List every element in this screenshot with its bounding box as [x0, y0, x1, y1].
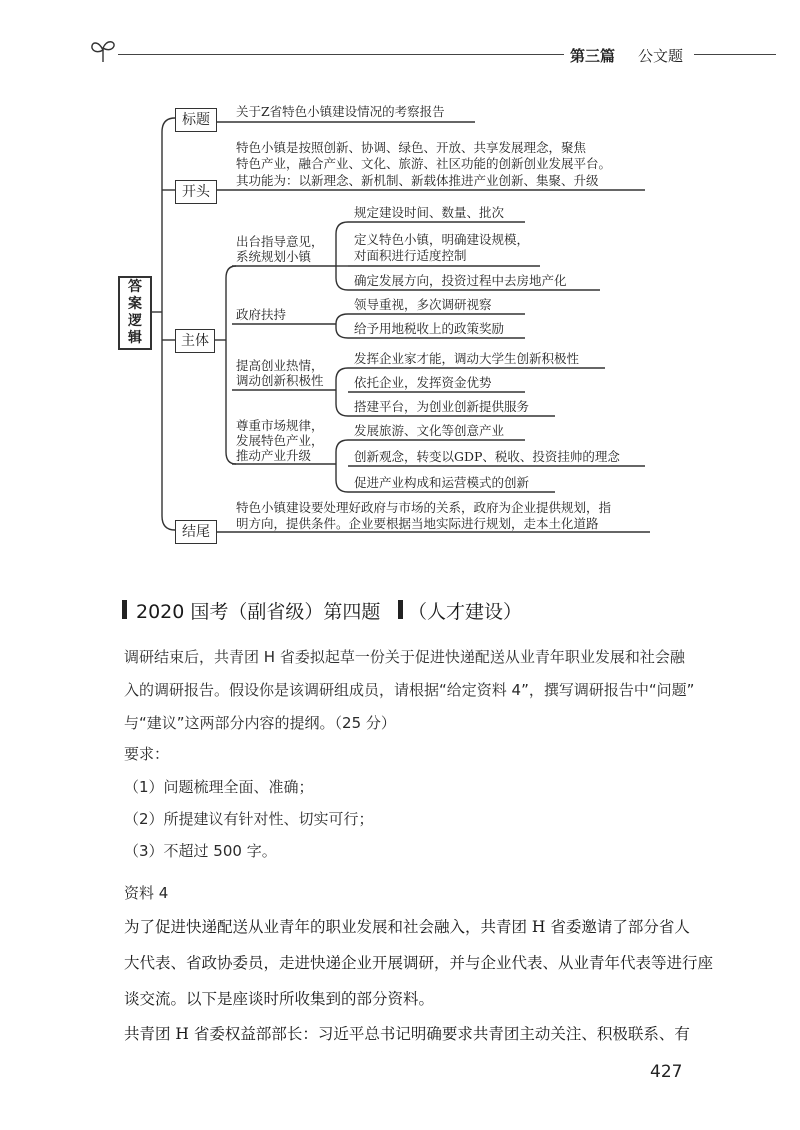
diagram-opening-line: 特色小镇是按照创新、协调、绿色、开放、共享发展理念，聚焦: [236, 140, 587, 155]
material-line: 为了促进快递配送从业青年的职业发展和社会融入，共青团 H 省委邀请了部分省人: [124, 918, 690, 936]
requirement-item: （1）问题梳理全面、准确；: [124, 778, 314, 796]
diagram-opening-line: 特色产业，融合产业、文化、旅游、社区功能的创新创业发展平台。: [236, 156, 612, 171]
branch-4-label: 推动产业升级: [236, 448, 312, 463]
branch-4-label: 发展特色产业，: [236, 433, 324, 448]
heading-bar-left: [122, 600, 127, 619]
leaf-item: 对面积进行适度控制: [354, 248, 467, 263]
question-line: 入的调研报告。假设你是该调研组成员，请根据“给定资料 4”，撰写调研报告中“问题”: [124, 681, 695, 699]
leaf-item: 搭建平台，为创业创新提供服务: [354, 399, 530, 414]
material-label: 资料 4: [124, 884, 169, 902]
header-title: 公文题: [638, 47, 684, 65]
leaf-item: 创新观念，转变以GDP、税收、投资挂帅的理念: [354, 449, 620, 464]
leaf-item: 规定建设时间、数量、批次: [354, 205, 505, 220]
leaf-item: 发展旅游、文化等创意产业: [354, 423, 505, 438]
branch-1-label: 出台指导意见，: [236, 234, 324, 249]
branch-3-label: 提高创业热情，: [236, 358, 324, 373]
question-subheading: （人才建设）: [408, 601, 523, 623]
diagram-ending-line: 特色小镇建设要处理好政府与市场的关系，政府为企业提供规划，指: [236, 500, 612, 515]
leaf-item: 确定发展方向，投资过程中去房地产化: [354, 273, 567, 288]
diagram-main-box: 主体: [175, 329, 215, 353]
material-line: 大代表、省政协委员，走进快递企业开展调研，并与企业代表、从业青年代表等进行座: [124, 954, 714, 972]
heading-bar-right: [398, 600, 403, 619]
branch-4-label: 尊重市场规律，: [236, 418, 324, 433]
leaf-item: 发挥企业家才能，调动大学生创新积极性: [354, 351, 580, 366]
requirements-label: 要求：: [124, 745, 170, 763]
page-number: 427: [650, 1062, 683, 1082]
branch-2-label: 政府扶持: [236, 307, 287, 322]
branch-3-label: 调动创新积极性: [236, 373, 324, 388]
diagram-opening-box: 开头: [175, 180, 217, 204]
diagram-root: [118, 276, 152, 350]
diagram-ending-line: 明方向，提供条件。企业要根据当地实际进行规划，走本土化道路: [236, 516, 599, 531]
question-line: 与“建议”这两部分内容的提纲。（25 分）: [124, 714, 396, 732]
requirement-item: （3）不超过 500 字。: [124, 842, 277, 860]
diagram-title-box: 标题: [175, 108, 217, 132]
diagram-ending-box: 结尾: [175, 520, 217, 544]
question-line: 调研结束后，共青团 H 省委拟起草一份关于促进快递配送从业青年职业发展和社会融: [124, 648, 685, 666]
material-line: 谈交流。以下是座谈时所收集到的部分资料。: [124, 990, 435, 1008]
diagram-root-label: 答案逻辑: [128, 279, 142, 346]
header-section: 第三篇: [570, 47, 616, 65]
branch-1-label: 系统规划小镇: [236, 249, 312, 264]
leaf-item: 给予用地税收上的政策奖励: [354, 321, 505, 336]
leaf-item: 促进产业构成和运营模式的创新: [354, 475, 530, 490]
question-heading: 2020 国考（副省级）第四题: [136, 601, 381, 623]
diagram-title-text: 关于Z省特色小镇建设情况的考察报告: [236, 104, 445, 119]
leaf-item: 依托企业，发挥资金优势: [354, 375, 492, 390]
leaf-item: 定义特色小镇，明确建设规模，: [354, 232, 530, 247]
requirement-item: （2）所提建议有针对性、切实可行；: [124, 810, 374, 828]
leaf-item: 领导重视，多次调研视察: [354, 297, 492, 312]
material-line: 共青团 H 省委权益部部长：习近平总书记明确要求共青团主动关注、积极联系、有: [124, 1025, 690, 1043]
diagram-opening-line: 其功能为：以新理念、新机制、新载体推进产业创新、集聚、升级: [236, 173, 599, 188]
